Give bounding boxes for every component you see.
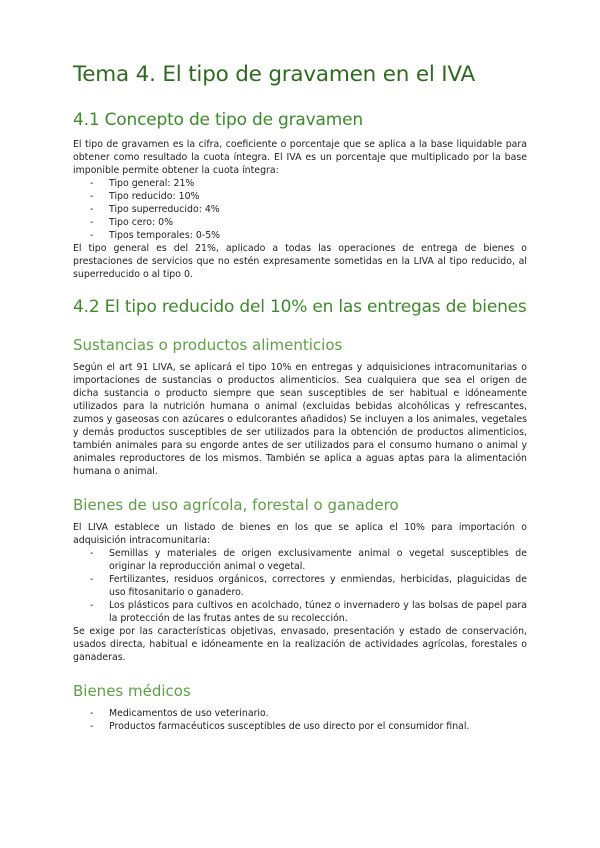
bullet-dash: - [90, 230, 94, 242]
bullet-dash: - [90, 707, 94, 719]
list-item: - Fertilizantes, residuos orgánicos, correctores y enmiendas, herbicidas, plaguicidas de uso fitosanitario o ganadero. [90, 573, 527, 598]
list-item: - Tipo cero: 0% [90, 217, 174, 229]
bullet-dash: - [90, 217, 94, 229]
list-item: - Tipo superreducido: 4% [90, 204, 220, 216]
paragraph-concepto-closing: El tipo general es del 21%, aplicado a todas las operaciones de entrega de bienes o prestaciones de servicios que no estén expresamente sometidas en la LIVA al tipo reducido, al superreducido o al tipo 0. [73, 243, 527, 281]
paragraph-agricola-intro: El LIVA establece un listado de bienes en los que se aplica el 10% para importación o adquisición intracomunitaria: [73, 521, 527, 546]
paragraph-agricola-closing: Se exige por las características objetivas, envasado, presentación y estado de conservación, usados directa, habitual e idóneamente en la realización de actividades agrícolas, forestales o ganaderas. [73, 625, 527, 663]
list-item: - Tipo reducido: 10% [90, 191, 200, 203]
bullet-dash: - [90, 547, 94, 559]
list-item: - Tipo general: 21% [90, 178, 195, 190]
subsection-heading-medicos: Bienes médicos [73, 681, 191, 700]
bullet-dash: - [90, 191, 94, 203]
section-heading-concepto: 4.1 Concepto de tipo de gravamen [73, 109, 363, 130]
subsection-heading-alimenticios: Sustancias o productos alimenticios [73, 335, 343, 354]
list-bienes-agricolas [73, 547, 527, 625]
page-title: Tema 4. El tipo de gravamen en el IVA [73, 62, 476, 87]
paragraph-concepto-intro: El tipo de gravamen es la cifra, coeficiente o porcentaje que se aplica a la base liquidable para obtener como resultado la cuota íntegra. El IVA es un porcentaje que multiplicado por la base imponible permite obtener la cuota íntegra: [73, 139, 527, 177]
paragraph-alimenticios: Según el art 91 LIVA, se aplicará el tipo 10% en entregas y adquisiciones intracomunitarias o importaciones de sustancias o productos alimenticios. Sea cualquiera que sea el origen de dicha sustancia o producto siempre que sean susceptibles de ser habitual e idóneamente utilizados para la nutrición humana o animal (excluidas bebidas alcohólicas y refrescantes, zumos y gaseosas con azúcares o edulcorantes añadidos) Se incluyen a los animales, vegetales y demás productos susceptibles de ser utilizados para la obtención de productos alimenticios, también animales para su engorde antes de ser utilizados para el consumo humano o animal y animales reproductores de los mismos. También se aplica a aguas aptas para la alimentación humana o animal. [73, 361, 527, 477]
section-heading-tipo-reducido: 4.2 El tipo reducido del 10% en las entregas de bienes [73, 297, 527, 318]
bullet-dash: - [90, 573, 94, 585]
bullet-dash: - [90, 720, 94, 732]
bullet-dash: - [90, 204, 94, 216]
bullet-dash: - [90, 599, 94, 611]
list-item: - Semillas y materiales de origen exclusivamente animal o vegetal susceptibles de originar la reproducción animal o vegetal. [90, 547, 527, 572]
list-item: - Tipos temporales: 0-5% [90, 230, 221, 242]
bullet-dash: - [90, 178, 94, 190]
subsection-heading-agricola: Bienes de uso agrícola, forestal o ganadero [73, 495, 399, 514]
list-tipos [73, 177, 527, 242]
list-item: - Los plásticos para cultivos en acolchado, túnez o invernadero y las bolsas de papel para la protección de las frutas antes de su recolección. [90, 599, 527, 624]
list-item: - Medicamentos de uso veterinario. [90, 707, 269, 719]
list-item: - Productos farmacéuticos susceptibles de uso directo por el consumidor final. [90, 720, 470, 732]
list-bienes-medicos [73, 707, 527, 733]
